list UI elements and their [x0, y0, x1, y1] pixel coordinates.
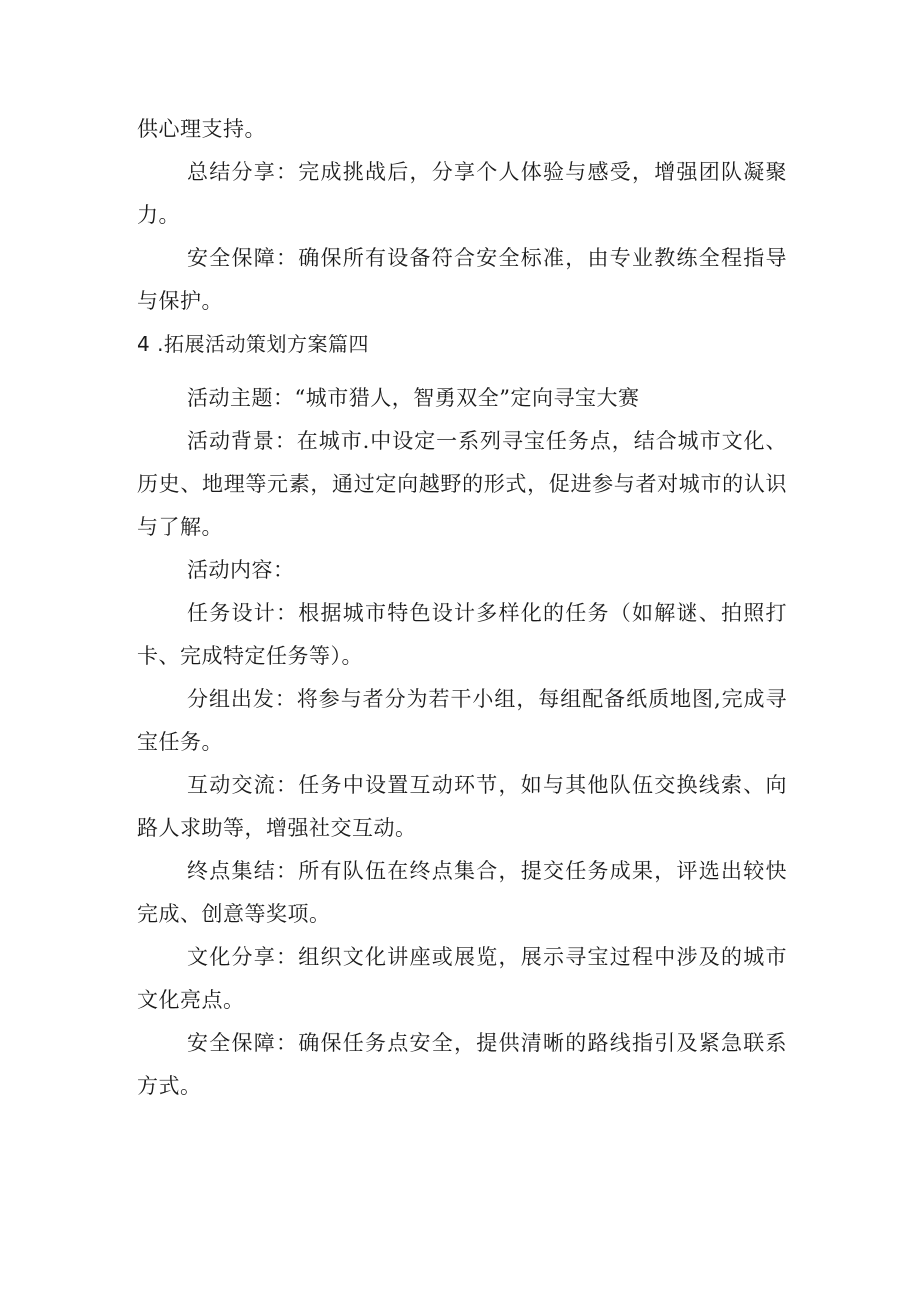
document-body — [137, 108, 787, 1108]
paragraph-safety-guarantee: 安全保障：确保所有设备符合安全标准，由专业教练全程指导与保护。 — [137, 246, 787, 313]
paragraph-summary-sharing: 总结分享：完成挑战后，分享个人体验与感受，增强团队凝聚力。 — [137, 160, 787, 227]
paragraph-activity-theme: 活动主题：“城市猎人，智勇双全”定向寻宝大赛 — [187, 386, 640, 410]
paragraph-task-safety: 安全保障：确保任务点安全，提供清晰的路线指引及紧急联系方式。 — [137, 1031, 787, 1098]
paragraph-activity-content: 活动内容： — [187, 558, 295, 582]
paragraph-task-design: 任务设计：根据城市特色设计多样化的任务（如解谜、拍照打卡、完成特定任务等）。 — [137, 601, 787, 668]
paragraph-group-departure: 分组出发：将参与者分为若干小组，每组配备纸质地图,完成寻宝任务。 — [137, 687, 787, 754]
paragraph-finish-gathering: 终点集结：所有队伍在终点集合，提交任务成果，评选出较快完成、创意等奖项。 — [137, 859, 787, 926]
paragraph-culture-sharing: 文化分享：组织文化讲座或展览，展示寻宝过程中涉及的城市文化亮点。 — [137, 945, 787, 1012]
section-heading: 4 .拓展活动策划方案篇四 — [137, 332, 369, 356]
paragraph-activity-background: 活动背景：在城市.中设定一系列寻宝任务点，结合城市文化、历史、地理等元素，通过定向越野的形式，促进参与者对城市的认识与了解。 — [137, 429, 787, 539]
paragraph-interaction: 互动交流：任务中设置互动环节，如与其他队伍交换线索、向路人求助等，增强社交互动。 — [137, 773, 787, 840]
paragraph-continuation: 供心理支持。 — [137, 117, 266, 141]
